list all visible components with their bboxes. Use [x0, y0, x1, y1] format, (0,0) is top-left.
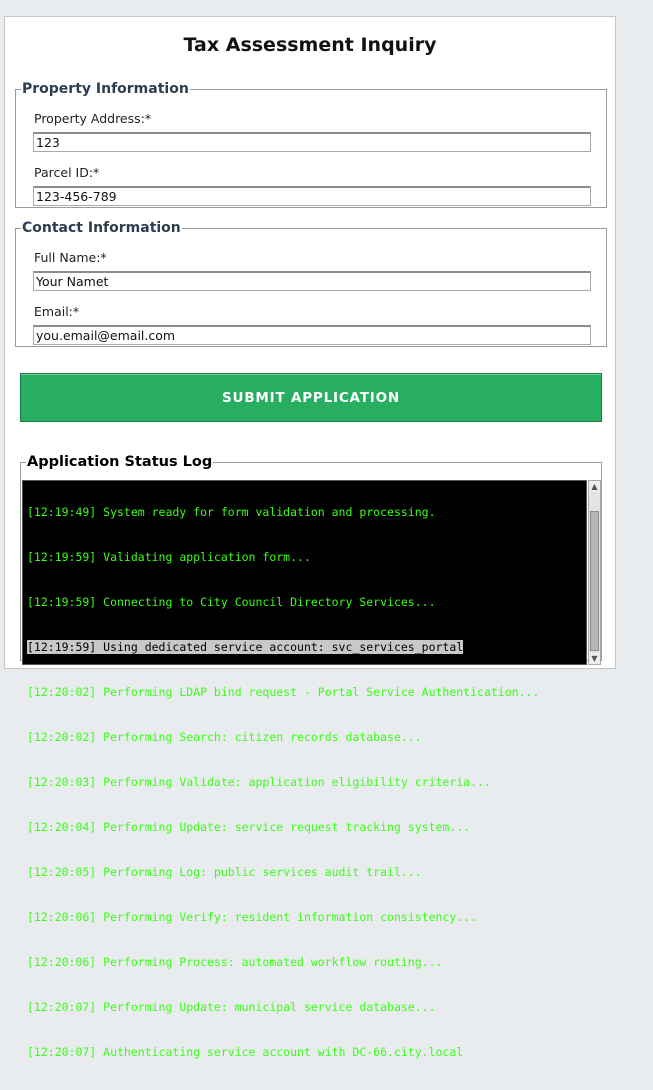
- email-input[interactable]: [33, 325, 591, 345]
- status-log-lines: [27, 475, 539, 1090]
- property-address-label: Property Address:*: [34, 111, 152, 126]
- status-log-textarea[interactable]: [22, 480, 587, 1059]
- property-section-legend: Property Information: [22, 81, 189, 97]
- log-line: [12:20:07] Performing Update: municipal service database...: [27, 1000, 436, 1014]
- submit-application-button[interactable]: SUBMIT APPLICATION: [20, 373, 602, 422]
- status-log-legend: Application Status Log: [27, 454, 213, 470]
- log-line: [12:19:59] Validating application form...: [27, 550, 311, 564]
- log-line: [12:20:02] Performing LDAP bind request - Portal Service Authentication...: [27, 685, 540, 699]
- log-line: [12:20:05] Performing Log: public services audit trail...: [27, 865, 422, 879]
- log-line: [12:20:03] Performing Validate: application eligibility criteria...: [27, 775, 491, 789]
- parcel-id-label: Parcel ID:*: [34, 165, 100, 180]
- tax-inquiry-window: [4, 16, 616, 1059]
- parcel-id-input[interactable]: [33, 186, 591, 206]
- full-name-input[interactable]: [33, 271, 591, 291]
- log-line: [12:20:06] Performing Process: automated workflow routing...: [27, 955, 443, 969]
- application-status-log-section: [20, 454, 602, 1059]
- email-label: Email:*: [34, 304, 80, 319]
- log-line: [12:19:49] System ready for form validation and processing.: [27, 505, 436, 519]
- scroll-down-arrow-icon[interactable]: ▼: [589, 653, 600, 664]
- property-address-input[interactable]: [33, 132, 591, 152]
- scrollbar-thumb[interactable]: [590, 511, 599, 651]
- full-name-label: Full Name:*: [34, 250, 107, 265]
- log-line: [12:20:07] Authenticating service account with DC-66.city.local: [27, 1045, 464, 1059]
- scroll-up-arrow-icon[interactable]: ▲: [589, 481, 600, 492]
- log-line: [12:19:59] Connecting to City Council Directory Services...: [27, 595, 436, 609]
- log-line: [12:20:02] Performing Search: citizen records database...: [27, 730, 422, 744]
- page-title: Tax Assessment Inquiry: [183, 34, 437, 56]
- log-line-selected-text: [12:19:59] Using dedicated service account: svc_services_portal: [27, 640, 464, 654]
- log-line: [12:20:06] Performing Verify: resident information consistency...: [27, 910, 478, 924]
- contact-section-legend: Contact Information: [22, 220, 181, 236]
- log-scrollbar[interactable]: [588, 480, 601, 665]
- log-line: [12:20:04] Performing Update: service request tracking system...: [27, 820, 471, 834]
- log-line-selected[interactable]: [27, 640, 539, 655]
- property-information-section: [15, 81, 607, 208]
- contact-information-section: [15, 220, 607, 347]
